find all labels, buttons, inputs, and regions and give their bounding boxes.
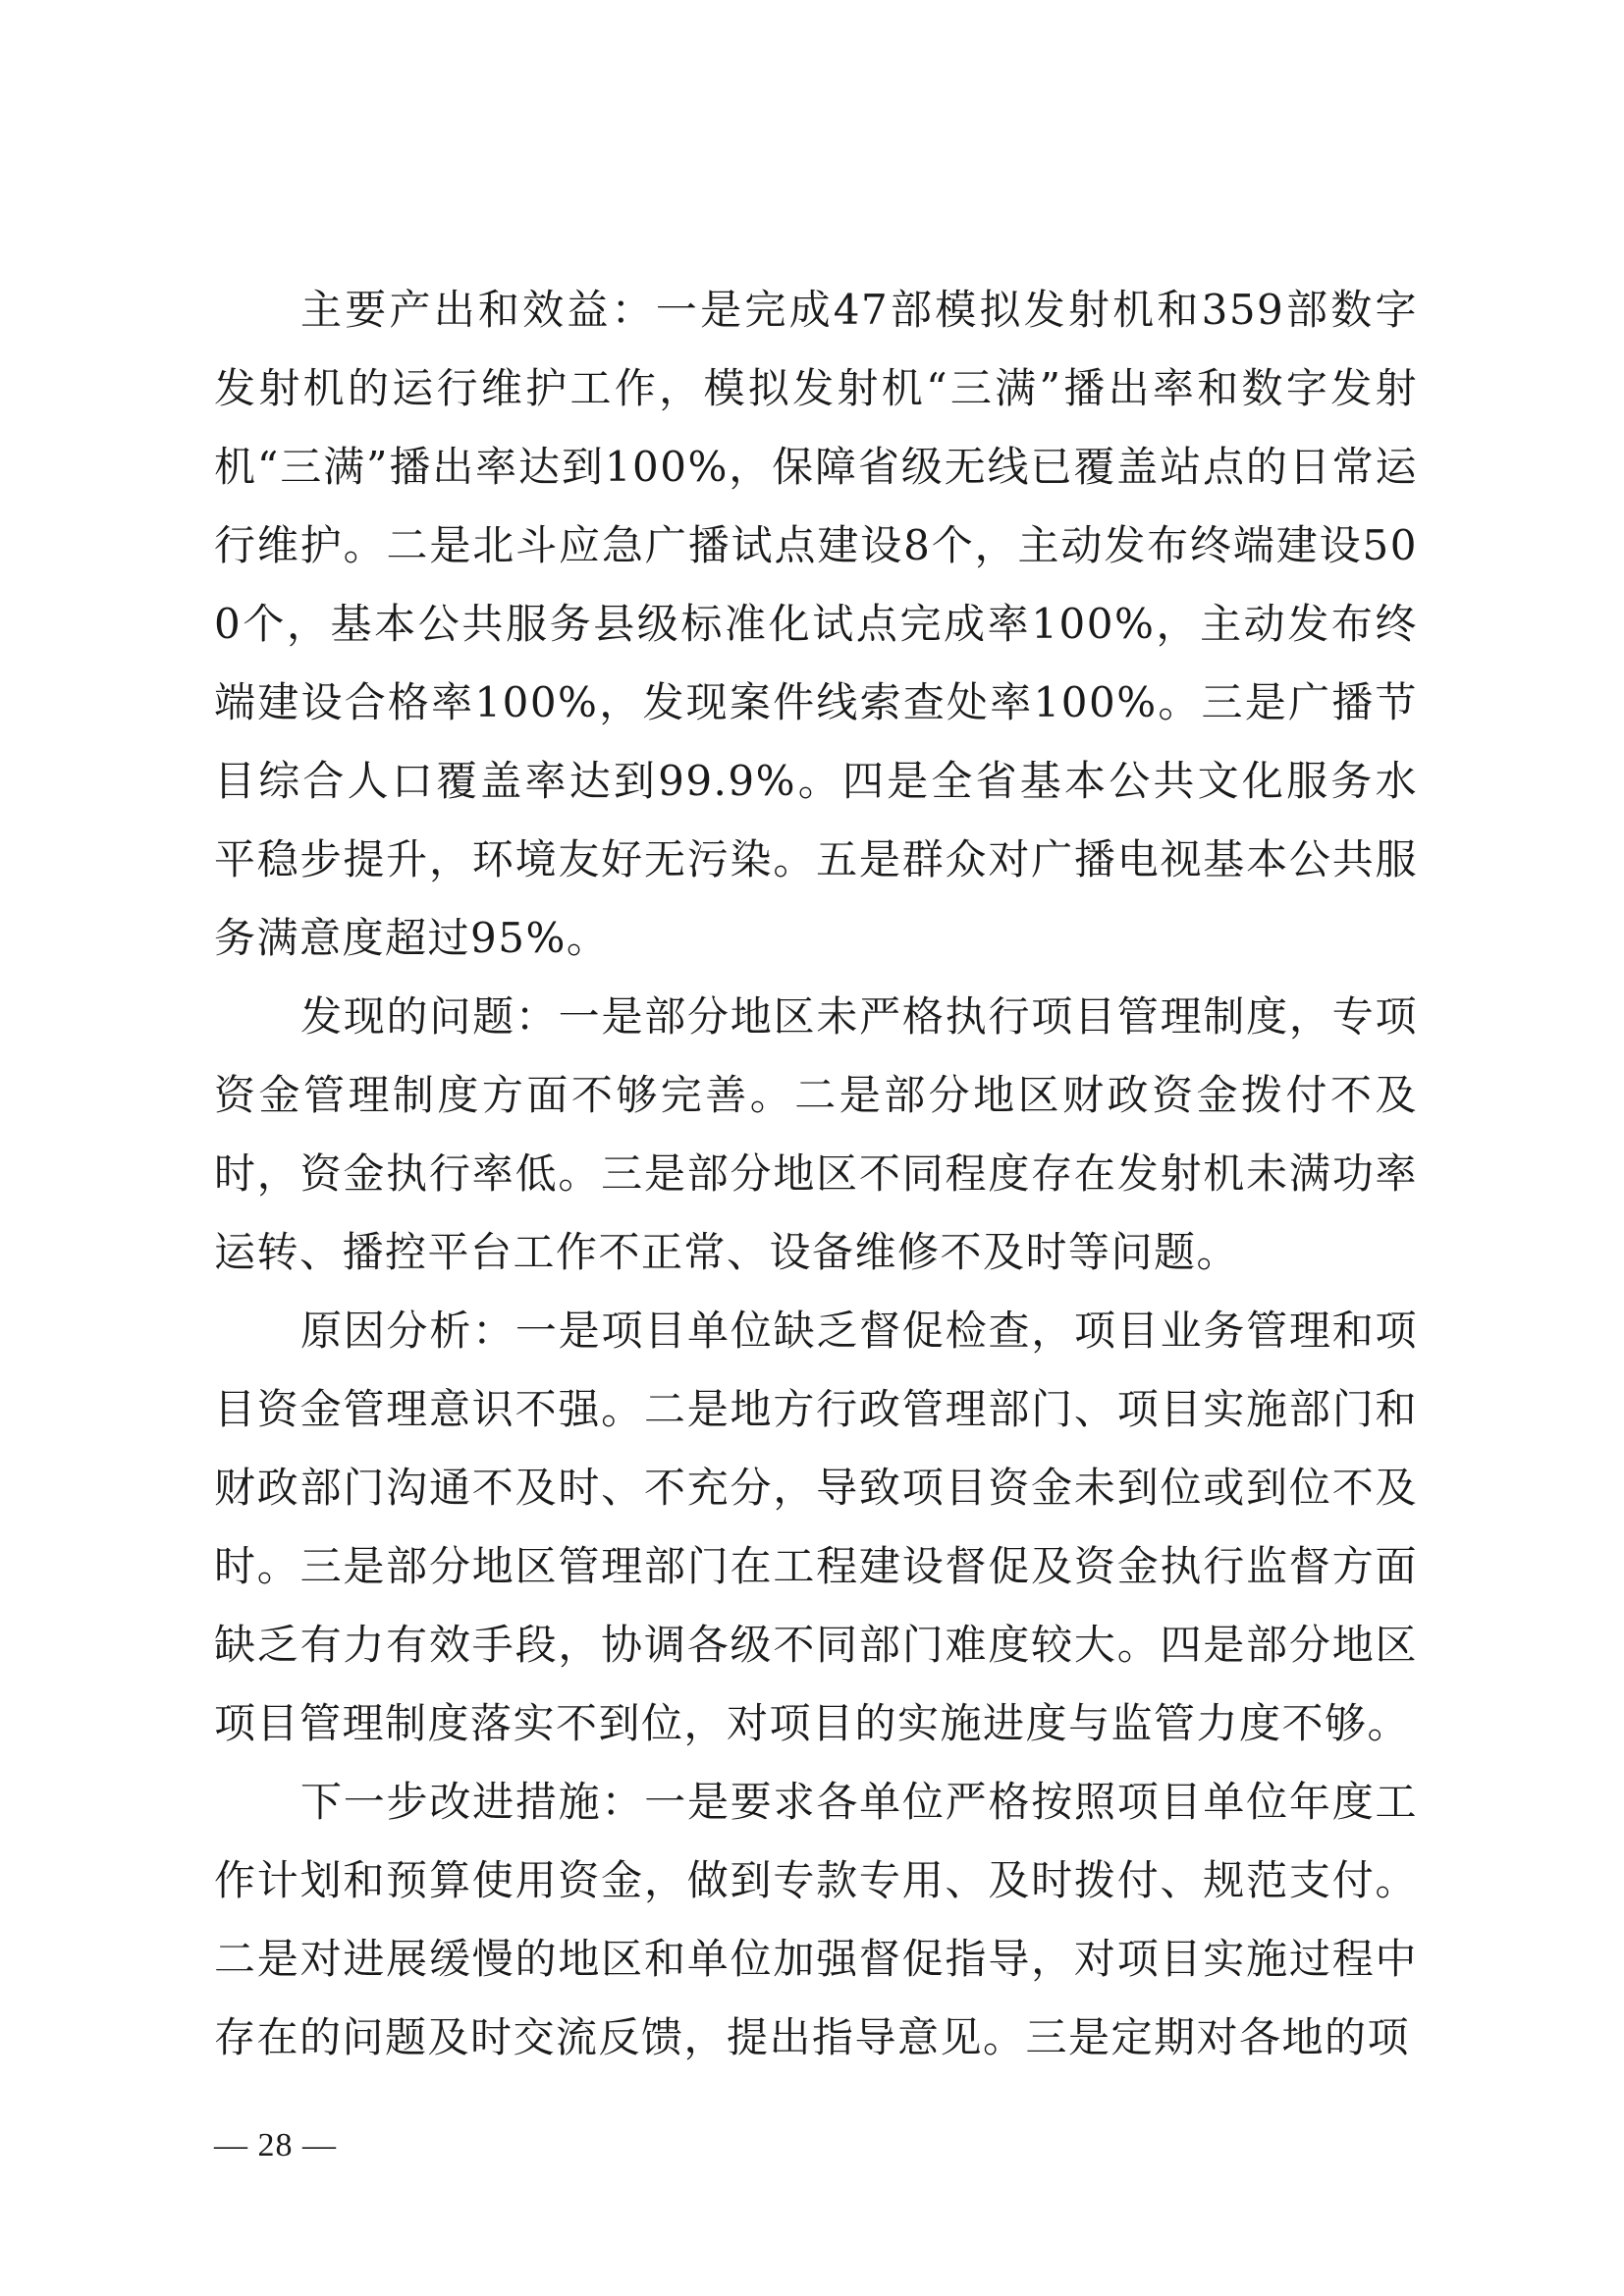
paragraph-improvement-measures: 下一步改进措施：一是要求各单位严格按照项目单位年度工作计划和预算使用资金，做到专款专用、及时拨付、规范支付。二是对进展缓慢的地区和单位加强督促指导，对项目实施过程中存在的问题及时交流反馈，提出指导意见。三是定期对各地的项 [214, 1778, 1418, 2061]
paragraph-problems-found: 发现的问题：一是部分地区未严格执行项目管理制度，专项资金管理制度方面不够完善。二是部分地区财政资金拨付不及时，资金执行率低。三是部分地区不同程度存在发射机未满功率运转、播控平台工作不正常、设备维修不及时等问题。 [214, 992, 1418, 1276]
page-number: — 28 — [214, 2127, 337, 2163]
paragraph-outputs-benefits: 主要产出和效益：一是完成47部模拟发射机和359部数字发射机的运行维护工作，模拟发射机“三满”播出率和数字发射机“三满”播出率达到100%，保障省级无线已覆盖站点的日常运行维护。二是北斗应急广播试点建设8个，主动发布终端建设500个，基本公共服务县级标准化试点完成率100%，主动发布终端建设合格率100%，发现案件线索查处率100%。三是广播节目综合人口覆盖率达到99.9%。四是全省基本公共文化服务水平稳步提升，环境友好无污染。五是群众对广播电视基本公共服务满意度超过95%。 [214, 286, 1418, 962]
body-text [214, 271, 1418, 2077]
paragraph-cause-analysis: 原因分析：一是项目单位缺乏督促检查，项目业务管理和项目资金管理意识不强。二是地方行政管理部门、项目实施部门和财政部门沟通不及时、不充分，导致项目资金未到位或到位不及时。三是部分地区管理部门在工程建设督促及资金执行监督方面缺乏有力有效手段，协调各级不同部门难度较大。四是部分地区项目管理制度落实不到位，对项目的实施进度与监管力度不够。 [214, 1307, 1418, 1747]
